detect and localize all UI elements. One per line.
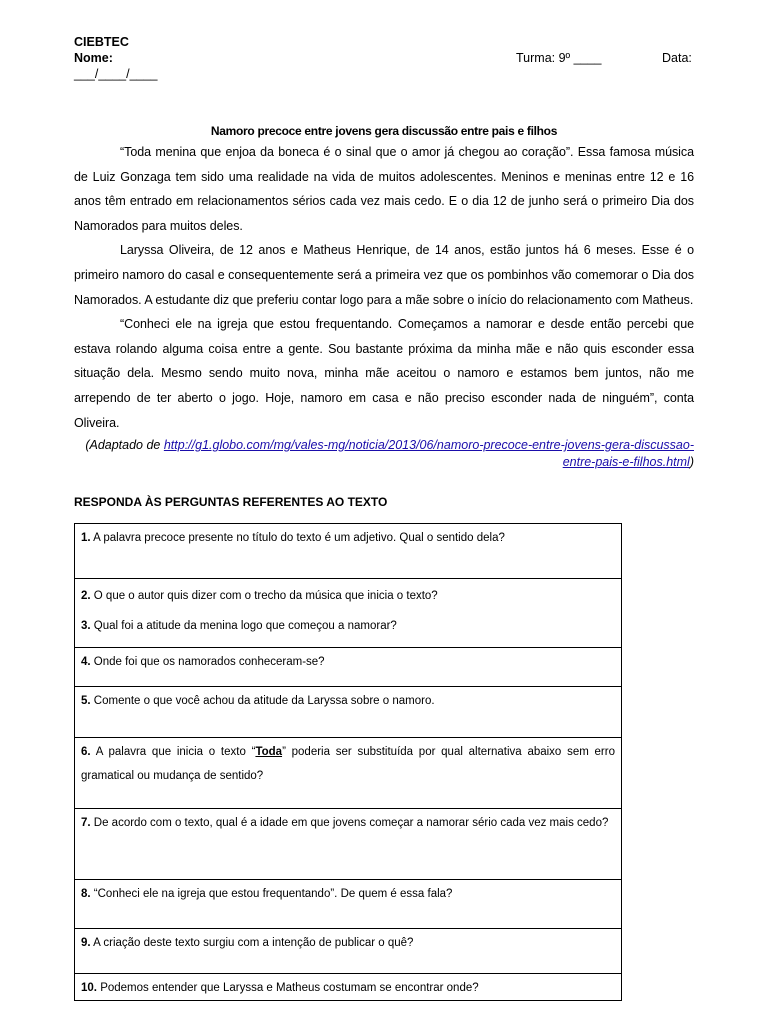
- question-cell-7[interactable]: [75, 809, 622, 880]
- questions-table: [74, 523, 622, 1001]
- question-text: Podemos entender que Laryssa e Matheus costumam se encontrar onde?: [97, 982, 479, 995]
- question-cell-5[interactable]: [75, 687, 622, 738]
- question-number: 6.: [81, 746, 91, 759]
- question-row-7: [75, 809, 622, 880]
- question-number: 1.: [81, 532, 91, 545]
- question-number: 4.: [81, 656, 91, 669]
- question-row-2: [75, 579, 622, 648]
- name-label: Nome:: [74, 51, 113, 65]
- source-prefix: (Adaptado de: [85, 438, 164, 453]
- source-suffix: ): [689, 455, 694, 470]
- question-cell-2[interactable]: [75, 579, 622, 648]
- article-paragraph-1: “Toda menina que enjoa da boneca é o sinal que o amor já chegou ao coração”. Essa famosa música de Luiz Gonzaga tem sido uma realidade na vida de muitos adolescentes. Meninos e meninas entre 12 e 16 anos têm entrado em relacionamentos sérios cada vez mais cedo. E o dia 12 de junho será o primeiro Dia dos Namorados para muitos deles.: [74, 145, 694, 233]
- question-text-post: ” poderia ser substituída por qual alternativa abaixo sem erro gramatical ou mudança de sentido?: [81, 746, 615, 783]
- school-name: CIEBTEC: [74, 35, 129, 49]
- header-row: [74, 50, 694, 66]
- question-text: Onde foi que os namorados conheceram-se?: [90, 656, 325, 669]
- article-title: Namoro precoce entre jovens gera discussão entre pais e filhos: [210, 124, 558, 138]
- question-text: O que o autor quis dizer com o trecho da música que inicia o texto?: [90, 590, 438, 603]
- turma-label: Turma: 9º ____: [516, 51, 602, 65]
- question-text: “Conheci ele na igreja que estou frequentando”. De quem é essa fala?: [90, 888, 453, 901]
- source-link[interactable]: http://g1.globo.com/mg/vales-mg/noticia/2013/06/namoro-precoce-entre-jovens-gera-discussao-entre-pais-e-filhos.html: [163, 438, 694, 470]
- question-number: 2.: [81, 590, 91, 603]
- question-cell-6[interactable]: [75, 738, 622, 809]
- question-number: 10.: [81, 982, 97, 995]
- question-row-8: [75, 880, 622, 929]
- article-paragraph-3: “Conheci ele na igreja que estou frequentando. Começamos a namorar e desde então percebi que estava rolando alguma coisa entre a gente. Sou bastante próxima da minha mãe e não quis esconder essa situação dela. Mesmo sendo muito nova, minha mãe aceitou o namoro e estamos bem juntos, não me arrependo de ter aberto o jogo. Hoje, namoro em casa e não preciso esconder nada de ninguém”, conta Oliveira.: [74, 317, 694, 430]
- question-text: Qual foi a atitude da menina logo que começou a namorar?: [90, 620, 397, 633]
- data-label: Data:: [662, 51, 692, 65]
- question-number: 5.: [81, 695, 91, 708]
- question-number: 8.: [81, 888, 91, 901]
- question-cell-8[interactable]: [75, 880, 622, 929]
- question-cell-4[interactable]: [75, 648, 622, 687]
- highlighted-word: Toda: [255, 746, 283, 759]
- question-row-1: [75, 524, 622, 579]
- article-paragraph-2: Laryssa Oliveira, de 12 anos e Matheus Henrique, de 14 anos, estão juntos há 6 meses. Esse é o primeiro namoro do casal e consequentemente será a primeira vez que os pombinhos vão comemorar o Dia dos Namorados. A estudante diz que preferiu contar logo para a mãe sobre o início do relacionamento com Matheus.: [74, 243, 694, 307]
- question-text: A criação deste texto surgiu com a intenção de publicar o quê?: [90, 937, 414, 950]
- question-row-5: [75, 687, 622, 738]
- date-blank: ___/____/____: [74, 67, 158, 81]
- question-cell-10[interactable]: [75, 974, 622, 1001]
- question-number: 9.: [81, 937, 91, 950]
- section-title: RESPONDA ÀS PERGUNTAS REFERENTES AO TEXTO: [74, 495, 388, 510]
- document-page: [74, 34, 694, 1001]
- question-text: De acordo com o texto, qual é a idade em que jovens começar a namorar sério cada vez mais cedo?: [90, 817, 609, 830]
- question-text-pre: A palavra que inicia o texto “: [90, 746, 256, 759]
- question-row-10: [75, 974, 622, 1001]
- question-number: 7.: [81, 817, 91, 830]
- question-cell-9[interactable]: [75, 929, 622, 974]
- source-citation: [74, 437, 694, 471]
- question-text: A palavra precoce presente no título do texto é um adjetivo. Qual o sentido dela?: [90, 532, 505, 545]
- question-row-6: [75, 738, 622, 809]
- question-row-9: [75, 929, 622, 974]
- question-cell-1[interactable]: [75, 524, 622, 579]
- question-text: Comente o que você achou da atitude da Laryssa sobre o namoro.: [90, 695, 435, 708]
- question-number: 3.: [81, 620, 91, 633]
- question-row-4: [75, 648, 622, 687]
